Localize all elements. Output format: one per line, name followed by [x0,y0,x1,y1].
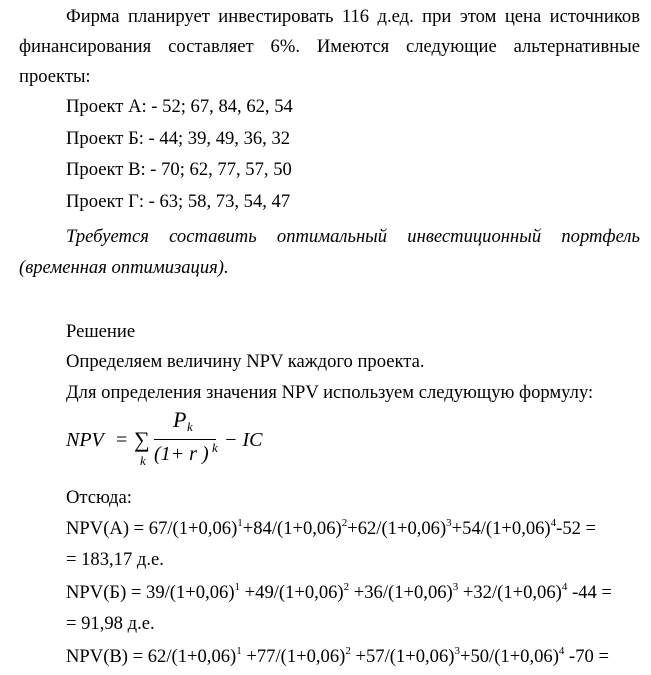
formula-lhs: NPV [66,429,104,451]
npv-b-term-3: +36/(1+0,06) [349,582,453,603]
solution-step-2: Для определения значения NPV используем следующую формулу: [66,382,594,403]
task-line-1: Требуется составить оптимальный инвестиционный портфель [66,226,640,247]
npv-v-tail: -70 = [564,646,609,667]
npv-v-term-2: +77/(1+0,06) [241,646,346,667]
npv-v-exp-1: 1 [236,645,242,657]
formula-denominator: (1+ r ) [154,443,209,465]
npv-v-exp-3: 3 [454,645,460,657]
project-a: Проект А: - 52; 67, 84, 62, 54 [66,96,293,117]
npv-a-result: = 183,17 д.е. [66,549,164,570]
npv-b-label: NPV(Б) = 39/(1+0,06) [66,582,235,603]
project-g: Проект Г: - 63; 58, 73, 54, 47 [66,191,291,212]
npv-a-exp-2: 2 [341,517,348,529]
intro-line-1: Фирма планирует инвестировать 116 д.ед. при этом цена источников [66,6,640,27]
formula-numerator: P [173,407,187,432]
npv-a-term-3: +62/(1+0,06) [347,518,447,539]
npv-b-term-2: +49/(1+0,06) [240,582,344,603]
npv-a-term-4: +54/(1+0,06) [451,518,551,539]
npv-b-exp-4: 4 [561,581,568,593]
formula-equals: = [116,429,128,451]
npv-formula [66,407,326,477]
intro-line-3: проекты: [19,66,91,87]
npv-a-term-2: +84/(1+0,06) [242,518,342,539]
formula-fraction-bar [154,439,216,440]
npv-a-exp-4: 4 [550,517,557,529]
task-line-2: (временная оптимизация). [19,257,229,278]
solution-heading: Решение [66,321,136,342]
npv-a-line [66,518,596,540]
intro-line-2: финансирования составляет 6%. Имеются следующие альтернативные [19,36,640,57]
npv-v-exp-4: 4 [558,645,565,657]
npv-v-label: NPV(В) = 62/(1+0,06) [66,646,237,667]
npv-v-term-3: +57/(1+0,06) [350,646,455,667]
npv-a-exp-1: 1 [237,517,243,529]
npv-b-exp-2: 2 [343,581,350,593]
hence-label: Отсюда: [66,487,132,508]
npv-b-result: = 91,98 д.е. [66,613,155,634]
npv-a-tail: -52 = [556,518,597,539]
formula-numerator-sub: k [187,419,193,434]
project-v: Проект В: - 70; 62, 77, 57, 50 [66,159,292,180]
project-b: Проект Б: - 44; 39, 49, 36, 32 [66,128,291,149]
npv-a-label: NPV(А) = 67/(1+0,06) [66,518,238,539]
formula-sigma-sub: k [140,453,146,468]
npv-b-term-4: +32/(1+0,06) [458,582,562,603]
npv-v-exp-2: 2 [345,645,351,657]
npv-b-exp-1: 1 [234,581,241,593]
formula-sigma: ∑ [134,427,150,452]
npv-v-line [66,646,609,668]
npv-b-exp-3: 3 [452,581,459,593]
npv-v-term-4: +50/(1+0,06) [459,646,559,667]
formula-minus-ic: − IC [224,429,263,451]
npv-b-tail: -44 = [567,582,612,603]
solution-step-1: Определяем величину NPV каждого проекта. [66,351,425,372]
npv-b-line [66,582,612,604]
npv-a-exp-3: 3 [446,517,452,529]
formula-denominator-sup: k [212,440,218,455]
